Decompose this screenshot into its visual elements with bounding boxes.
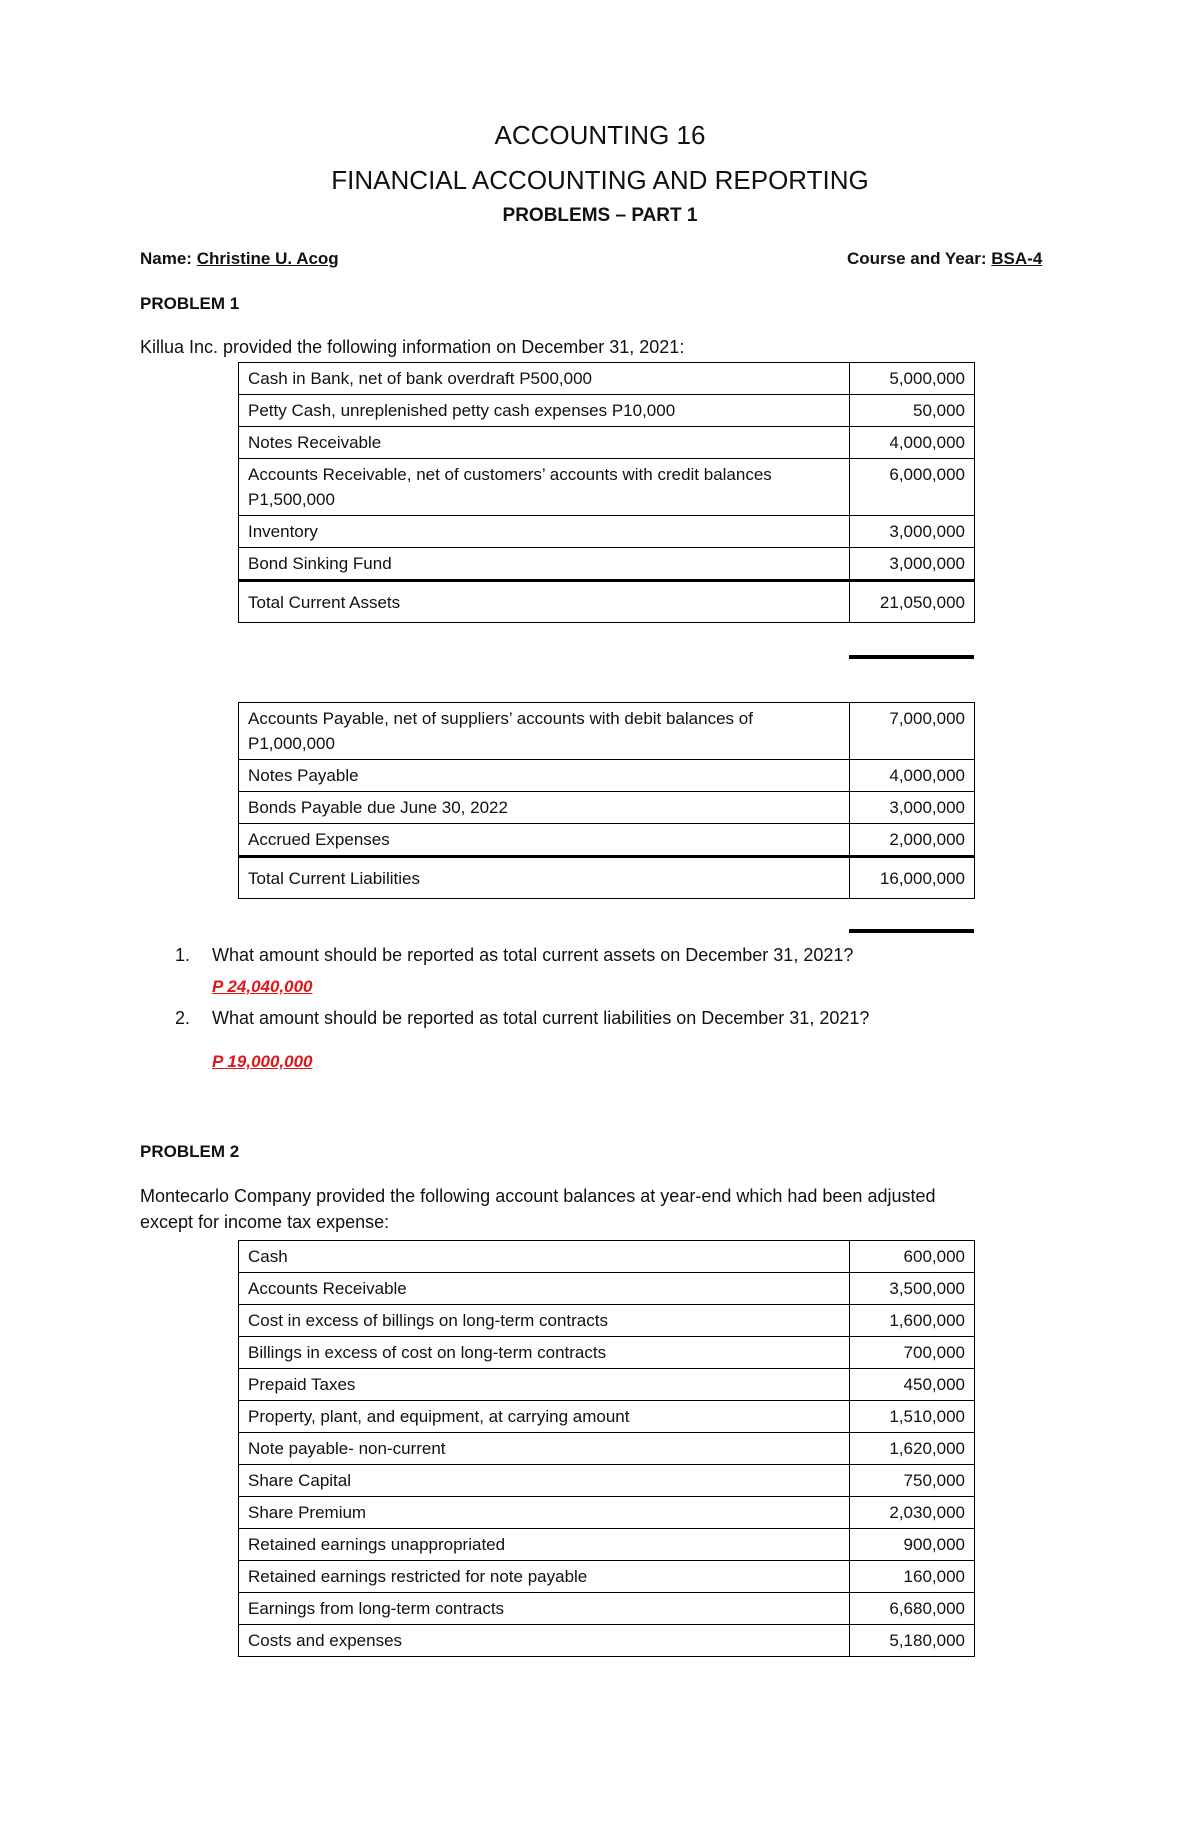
line-item-amount: 6,680,000 (850, 1593, 975, 1625)
line-item-amount: 2,000,000 (850, 824, 975, 857)
line-item-label: Bond Sinking Fund (239, 548, 850, 581)
line-item-amount: 3,000,000 (850, 516, 975, 548)
line-item-amount: 3,000,000 (850, 548, 975, 581)
doc-title-course: ACCOUNTING 16 (494, 120, 706, 150)
line-item-amount: 750,000 (850, 1465, 975, 1497)
course-line (847, 249, 1042, 269)
line-item-amount: 900,000 (850, 1529, 975, 1561)
account-row (239, 1561, 975, 1593)
line-item-amount: 1,600,000 (850, 1305, 975, 1337)
line-item-amount: 1,510,000 (850, 1401, 975, 1433)
line-item-label: Share Capital (239, 1465, 850, 1497)
line-item-label: Cost in excess of billings on long-term contracts (239, 1305, 850, 1337)
line-item-label: Accounts Receivable (239, 1273, 850, 1305)
account-row (239, 1241, 975, 1273)
line-item-amount: 5,180,000 (850, 1625, 975, 1657)
line-item-label: Accounts Receivable, net of customers’ accounts with credit balances P1,500,000 (239, 459, 850, 516)
line-item-amount: 5,000,000 (850, 363, 975, 395)
line-item-amount: 2,030,000 (850, 1497, 975, 1529)
account-row (239, 1401, 975, 1433)
account-row (239, 1273, 975, 1305)
line-item-label: Share Premium (239, 1497, 850, 1529)
line-item-label: Notes Payable (239, 760, 850, 792)
line-item-amount: 7,000,000 (850, 703, 975, 760)
line-item-label: Accrued Expenses (239, 824, 850, 857)
account-row (239, 1433, 975, 1465)
line-item-label: Retained earnings unappropriated (239, 1529, 850, 1561)
line-item-amount: 600,000 (850, 1241, 975, 1273)
total-amount: 21,050,000 (850, 581, 975, 623)
line-item-label: Accounts Payable, net of suppliers’ accounts with debit balances of P1,000,000 (239, 703, 850, 760)
asset-row (239, 459, 975, 516)
total-label: Total Current Assets (239, 581, 850, 623)
current-assets-table (238, 362, 975, 623)
asset-row (239, 516, 975, 548)
problem1-intro: Killua Inc. provided the following information on December 31, 2021: (140, 337, 685, 357)
liabilities-double-underline (849, 929, 974, 933)
assets-double-underline (849, 655, 974, 659)
total-row (239, 581, 975, 623)
line-item-label: Bonds Payable due June 30, 2022 (239, 792, 850, 824)
line-item-amount: 4,000,000 (850, 760, 975, 792)
line-item-label: Inventory (239, 516, 850, 548)
doc-title-part: PROBLEMS – PART 1 (502, 205, 698, 226)
name-label: Name: (140, 249, 192, 268)
question-2-answer: P 19,000,000 (212, 1052, 313, 1071)
asset-row (239, 548, 975, 581)
liability-row (239, 760, 975, 792)
line-item-label: Note payable- non-current (239, 1433, 850, 1465)
account-row (239, 1465, 975, 1497)
liability-row (239, 792, 975, 824)
total-label: Total Current Liabilities (239, 857, 850, 899)
line-item-label: Costs and expenses (239, 1625, 850, 1657)
liability-row (239, 824, 975, 857)
problem2-intro-line2: except for income tax expense: (140, 1212, 390, 1232)
line-item-label: Petty Cash, unreplenished petty cash expenses P10,000 (239, 395, 850, 427)
question-2-text: What amount should be reported as total current liabilities on December 31, 2021? (212, 1008, 870, 1028)
liability-row (239, 703, 975, 760)
course-label: Course and Year: (847, 249, 987, 268)
account-row (239, 1497, 975, 1529)
account-row (239, 1305, 975, 1337)
account-row (239, 1337, 975, 1369)
line-item-label: Cash in Bank, net of bank overdraft P500,000 (239, 363, 850, 395)
total-amount: 16,000,000 (850, 857, 975, 899)
line-item-label: Billings in excess of cost on long-term contracts (239, 1337, 850, 1369)
current-liabilities-table (238, 702, 975, 899)
asset-row (239, 363, 975, 395)
account-row (239, 1593, 975, 1625)
account-row (239, 1529, 975, 1561)
line-item-label: Cash (239, 1241, 850, 1273)
question-1-number: 1. (175, 945, 191, 965)
line-item-amount: 700,000 (850, 1337, 975, 1369)
line-item-amount: 1,620,000 (850, 1433, 975, 1465)
account-balances-table (238, 1240, 975, 1657)
line-item-label: Retained earnings restricted for note payable (239, 1561, 850, 1593)
total-row (239, 857, 975, 899)
line-item-label: Earnings from long-term contracts (239, 1593, 850, 1625)
question-2-number: 2. (175, 1008, 191, 1028)
line-item-label: Property, plant, and equipment, at carrying amount (239, 1401, 850, 1433)
name-line (140, 249, 419, 269)
line-item-amount: 50,000 (850, 395, 975, 427)
line-item-amount: 6,000,000 (850, 459, 975, 516)
line-item-amount: 450,000 (850, 1369, 975, 1401)
doc-title-subject: FINANCIAL ACCOUNTING AND REPORTING (331, 165, 869, 195)
name-value: Christine U. Acog (196, 249, 339, 268)
asset-row (239, 427, 975, 459)
problem1-heading: PROBLEM 1 (140, 294, 240, 313)
asset-row (239, 395, 975, 427)
line-item-amount: 160,000 (850, 1561, 975, 1593)
line-item-amount: 3,500,000 (850, 1273, 975, 1305)
course-value: BSA-4 (991, 249, 1043, 268)
account-row (239, 1625, 975, 1657)
line-item-amount: 4,000,000 (850, 427, 975, 459)
question-1-answer: P 24,040,000 (212, 977, 313, 996)
problem2-intro-line1: Montecarlo Company provided the following account balances at year-end which had been adjusted (140, 1186, 936, 1206)
problem2-heading: PROBLEM 2 (140, 1142, 240, 1161)
line-item-label: Prepaid Taxes (239, 1369, 850, 1401)
line-item-label: Notes Receivable (239, 427, 850, 459)
question-1-text: What amount should be reported as total current assets on December 31, 2021? (212, 945, 854, 965)
account-row (239, 1369, 975, 1401)
line-item-amount: 3,000,000 (850, 792, 975, 824)
